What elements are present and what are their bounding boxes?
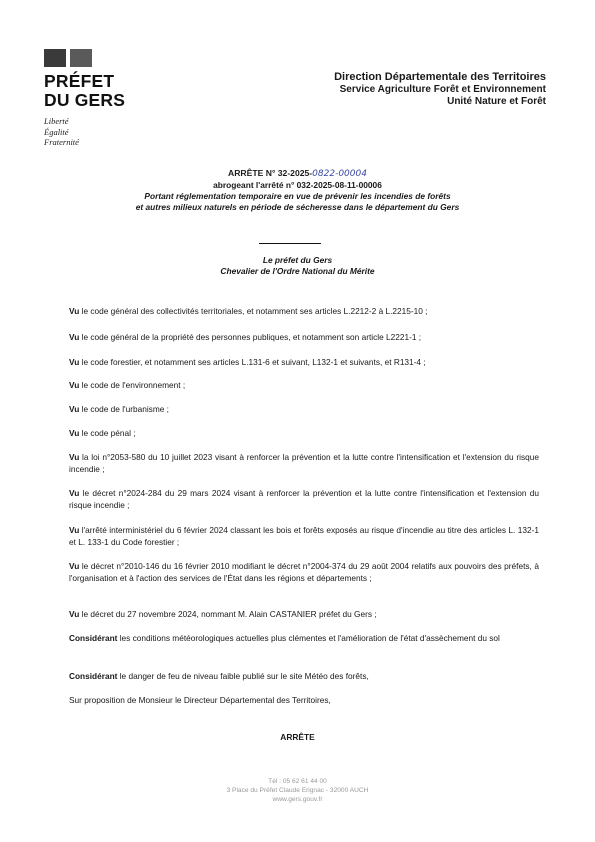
- service-unit: Unité Nature et Forêt: [447, 96, 546, 107]
- order-line: Chevalier de l'Ordre National du Mérite: [220, 266, 375, 276]
- arrete-title: [0, 168, 595, 213]
- visa-item: Vu le code général de la propriété des personnes publiques, et notamment son article L2221-1 ;: [69, 332, 422, 342]
- abrogation: abrogeant l'arrêté n° 032-2025-08-11-00006: [213, 180, 382, 190]
- visa-item: Vu le code forestier, et notamment ses articles L.131-6 et suivant, L132-1 et suivants, et R131-4 ;: [69, 357, 426, 367]
- subject-line-1: Portant réglementation temporaire en vue de prévenir les incendies de forêts: [144, 191, 451, 201]
- visa-item: Vu l'arrêté interministériel du 6 février 2024 classant les bois et forêts exposés au risque d'incendie au titre des articles L. 132-1 et L. 133-1 du Code forestier ;: [69, 525, 539, 547]
- proposition-line: Sur proposition de Monsieur le Directeur Départemental des Territoires,: [69, 695, 331, 705]
- visa-item: Vu la loi n°2053-580 du 10 juillet 2023 visant à renforcer la prévention et la lutte contre l'intensification et l'extension du risque incendie ;: [69, 452, 539, 474]
- footer-website: www.gers.gouv.fr: [272, 796, 323, 803]
- footer: [0, 777, 595, 804]
- visa-item: Vu le code de l'urbanisme ;: [69, 404, 169, 414]
- visa-item: Vu le code général des collectivités territoriales, et notamment ses articles L.2212-2 à L.2215-10 ;: [69, 306, 428, 316]
- considerant-item: Considérant le danger de feu de niveau faible publié sur le site Météo des forêts,: [69, 671, 369, 681]
- visa-item: Vu le décret n°2010-146 du 16 février 2010 modifiant le décret n°2004-374 du 29 août 2004 relatifs aux pouvoirs des préfets, à l'organisation et à l'action des services de l'État dans les régions et départements ;: [69, 561, 539, 583]
- marianne-icon: [44, 49, 92, 67]
- considerant-item: Considérant les conditions météorologiques actuelles plus clémentes et l'amélioration de l'état d'assèchement du sol: [69, 633, 500, 643]
- arrete-number: ARRÊTE N° 32-2025-0822-00004: [228, 168, 367, 179]
- subject-line-2: et autres milieux naturels en période de sécheresse dans le département du Gers: [135, 202, 460, 212]
- prefet-line: Le préfet du Gers: [262, 255, 333, 265]
- footer-phone: Tél : 05 62 61 44 00: [268, 778, 327, 785]
- arrete-heading: ARRÊTE: [280, 732, 315, 742]
- visa-item: Vu le décret du 27 novembre 2024, nommant M. Alain CASTANIER préfet du Gers ;: [69, 609, 377, 619]
- handwritten-number: 0822-00004: [312, 169, 367, 179]
- prefet-title: PRÉFET DU GERS: [44, 71, 126, 110]
- separator: [259, 243, 321, 244]
- visa-item: Vu le décret n°2024-284 du 29 mars 2024 visant à renforcer la prévention et la lutte contre l'intensification et l'extension du risque incendie ;: [69, 488, 539, 510]
- footer-address: 3 Place du Préfet Claude Erignac - 32000 AUCH: [226, 787, 369, 794]
- service-name: Service Agriculture Forêt et Environnement: [339, 83, 546, 95]
- prefet-signatory: [0, 255, 595, 277]
- service-direction: Direction Départementale des Territoires: [334, 71, 546, 83]
- visa-item: Vu le code de l'environnement ;: [69, 380, 186, 390]
- devise: Liberté Égalité Fraternité: [44, 116, 79, 147]
- prefecture-logo: [44, 49, 154, 148]
- visa-item: Vu le code pénal ;: [69, 428, 136, 438]
- service-header: [334, 71, 546, 109]
